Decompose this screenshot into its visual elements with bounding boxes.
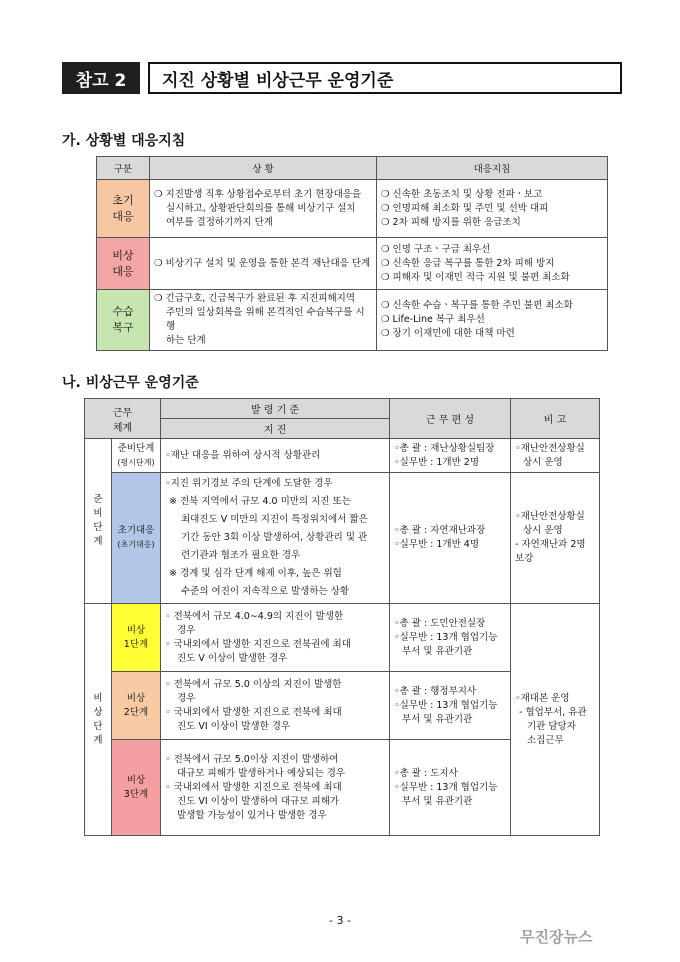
- stage-level3: 비상 3단계: [112, 740, 161, 836]
- table-row: [85, 604, 600, 672]
- col-remarks: 비 고: [511, 399, 600, 439]
- guideline-cell: ❍ 신속한 수습ㆍ복구를 통한 주민 불편 최소화 ❍ Life-Line 복구 최우선 ❍ 장기 이재민에 대한 대책 마련: [377, 290, 608, 351]
- situation-cell: ❍ 긴급구호, 긴급복구가 완료된 후 지진피해지역 주민의 일상회복을 위해 본격적인 수습복구를 시행 하는 단계: [150, 290, 377, 351]
- stage-level1: 비상 1단계: [112, 604, 161, 672]
- appendix-badge: 참고 2: [62, 62, 140, 94]
- staffing-cell: ◦총 괄 : 재난상황실팀장 ◦실무반 : 1개반 2명: [390, 439, 511, 473]
- section2-title: 나. 비상근무 운영기준: [62, 375, 199, 391]
- level-recovery: 수습 복구: [97, 290, 150, 351]
- group-emergency: 비상 단계: [85, 604, 112, 836]
- stage-initial: 초기대응 (초기대응): [112, 473, 161, 604]
- col-category: 구분: [97, 157, 150, 180]
- remarks-cell: ◦재난안전상황실 상시 운영 - 자연재난과 2명 보강: [511, 473, 600, 604]
- watermark-logo: 무진장뉴스: [520, 928, 593, 946]
- col-guideline: 대응지침: [377, 157, 608, 180]
- criteria-cell: ◦ 전북에서 규모 4.0∼4.9의 지진이 발생한 경우 ◦ 국내외에서 발생한 지진으로 전북권에 최대 진도 V 이상이 발생한 경우: [161, 604, 390, 672]
- criteria-cell: ◦ 전북에서 규모 5.0 이상의 지진이 발생한 경우 ◦ 국내외에서 발생한 지진으로 전북에 최대 진도 VI 이상이 발생한 경우: [161, 672, 390, 740]
- table-row: [97, 180, 608, 238]
- staffing-cell: ◦총 괄 : 도지사 ◦실무반 : 13개 협업기능 부서 및 유관기관: [390, 740, 511, 836]
- remarks-cell: ◦재대본 운영 - 협업부서, 유관 기관 담당자 소집근무: [511, 604, 600, 836]
- criteria-cell: ◦ 전북에서 규모 5.0이상 지진이 발생하여 대규모 피해가 발생하거나 예상되는 경우 ◦ 국내외에서 발생한 지진으로 전북에 최대 진도 VI 이상이 발생하여 대규모 피해가 발생할 가능성이 있거나 발생한 경우: [161, 740, 390, 836]
- criteria-cell: ◦지진 위기경보 주의 단계에 도달한 경우 ※ 전북 지역에서 규모 4.0 미만의 지진 또는 최대진도 V 미만의 지진이 특정위치에서 짧은 기간 동안 3회 이상 발생하여, 상황관리 및 관 련기관과 협조가 필요한 경우 ※ 경계 및 심각 단계 해제 이후, 높은 위험 수준의 여진이 지속적으로 발생하는 상황: [161, 473, 390, 604]
- level-initial: 초기 대응: [97, 180, 150, 238]
- emergency-duty-table: [84, 398, 600, 836]
- level-emergency: 비상 대응: [97, 238, 150, 290]
- table-row: [85, 439, 600, 473]
- guideline-cell: ❍ 인명 구조ㆍ구급 최우선 ❍ 신속한 응급 복구를 통한 2차 피해 방지 ❍ 피해자 및 이재민 적극 지원 및 불편 최소화: [377, 238, 608, 290]
- situation-cell: ❍ 지진발생 직후 상황접수로부터 초기 현장대응을 실시하고, 상황판단회의를 통해 비상기구 설치 여부를 결정하기까지 단계: [150, 180, 377, 238]
- section1-title: 가. 상황별 대응지침: [62, 133, 186, 149]
- col-duty-system: 근무 체계: [85, 399, 161, 439]
- table-row: [97, 290, 608, 351]
- col-issue-criteria: 발 령 기 준: [161, 399, 390, 419]
- col-earthquake: 지 진: [161, 419, 390, 439]
- response-guideline-table: [96, 156, 608, 351]
- col-situation: 상 황: [150, 157, 377, 180]
- table-row: [97, 238, 608, 290]
- staffing-cell: ◦총 괄 : 도민안전실장 ◦실무반 : 13개 협업기능 부서 및 유관기관: [390, 604, 511, 672]
- remarks-cell: ◦재난안전상황실 상시 운영: [511, 439, 600, 473]
- staffing-cell: ◦총 괄 : 행정부지사 ◦실무반 : 13개 협업기능 부서 및 유관기관: [390, 672, 511, 740]
- stage-prep: 준비단계 (평시단계): [112, 439, 161, 473]
- page-number: - 3 -: [329, 914, 351, 927]
- criteria-cell: ◦재난 대응을 위하여 상시적 상황관리: [161, 439, 390, 473]
- group-prep: 준비 단계: [85, 439, 112, 604]
- table-row: [85, 473, 600, 604]
- staffing-cell: ◦총 괄 : 자연재난과장 ◦실무반 : 1개반 4명: [390, 473, 511, 604]
- guideline-cell: ❍ 신속한 초동조치 및 상황 전파ㆍ보고 ❍ 인명피해 최소화 및 주민 및 선박 대피 ❍ 2차 피해 방지를 위한 응급조치: [377, 180, 608, 238]
- situation-cell: ❍ 비상기구 설치 및 운영을 통한 본격 재난대응 단계: [150, 238, 377, 290]
- appendix-title: 지진 상황별 비상근무 운영기준: [148, 62, 622, 94]
- appendix-header: [62, 62, 622, 94]
- col-staffing: 근 무 편 성: [390, 399, 511, 439]
- stage-level2: 비상 2단계: [112, 672, 161, 740]
